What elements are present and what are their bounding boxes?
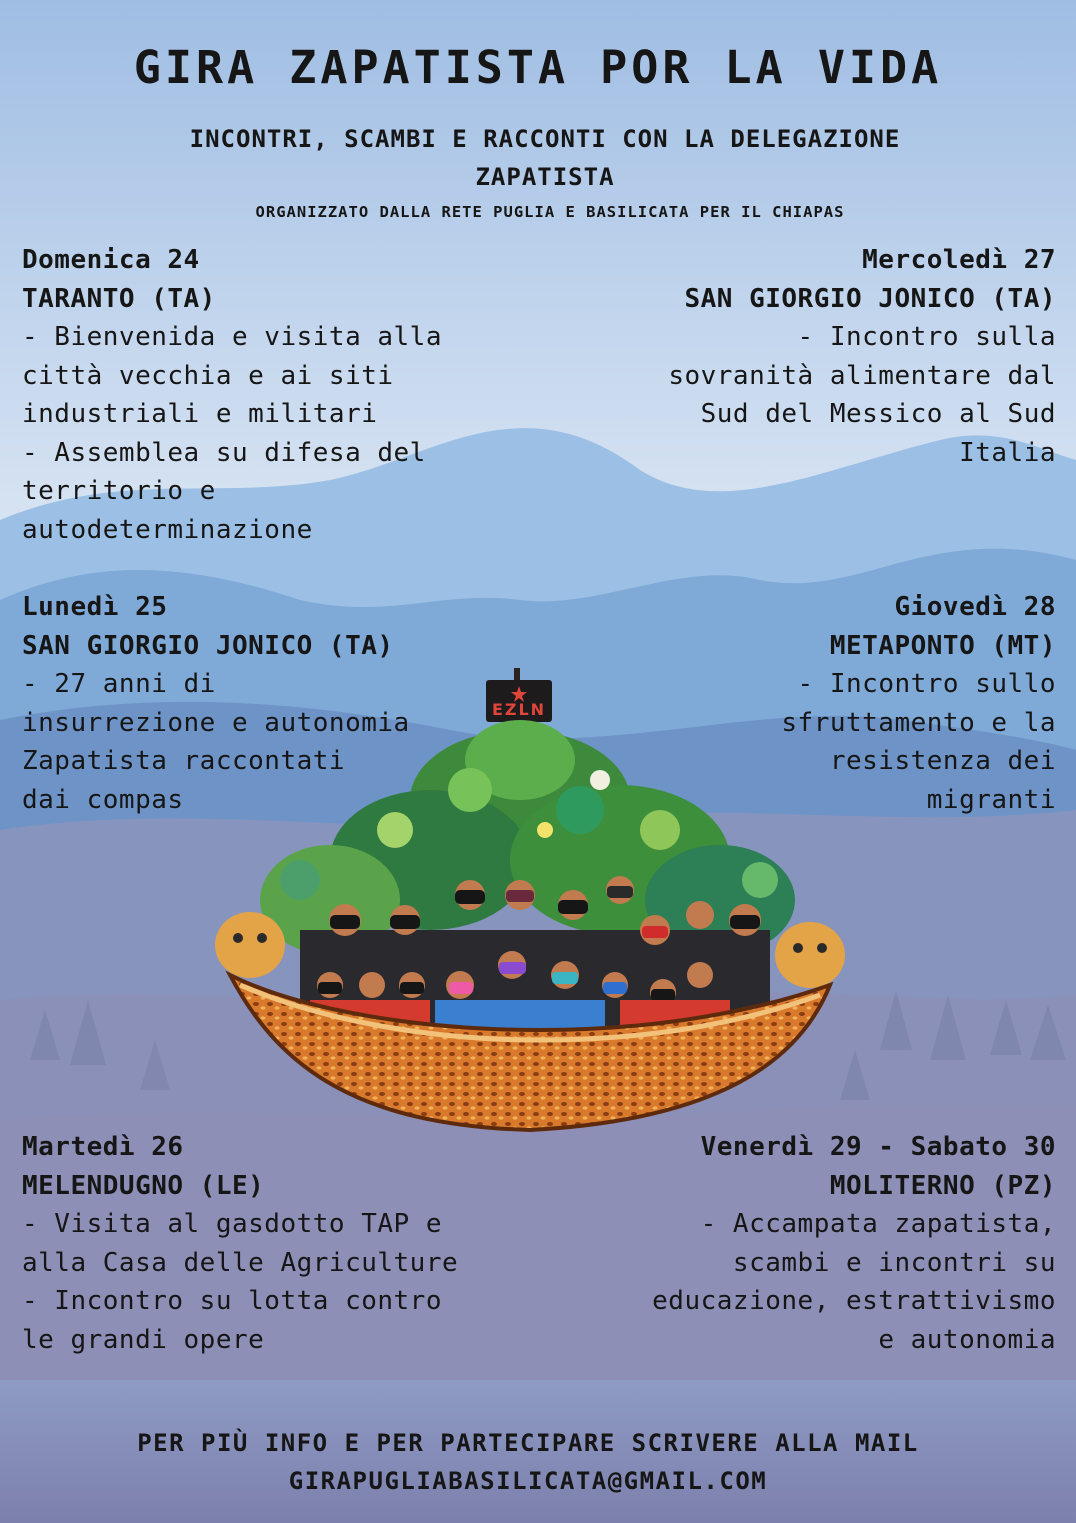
subtitle xyxy=(90,120,1000,196)
event-friday-29-saturday-30 xyxy=(652,1128,1056,1359)
organizer-line: ORGANIZZATO DALLA RETE PUGLIA E BASILICATA PER IL CHIAPAS xyxy=(255,203,845,221)
event-tuesday-26 xyxy=(22,1128,458,1359)
event-place: SAN GIORGIO JONICO (TA) xyxy=(22,630,394,661)
event-line: le grandi opere xyxy=(22,1324,265,1355)
event-line: - Incontro sulla xyxy=(797,322,1056,352)
event-place: TARANTO (TA) xyxy=(22,283,216,314)
subtitle-line-2: ZAPATISTA xyxy=(475,163,615,191)
footer xyxy=(0,1424,1056,1500)
contact-email: GIRAPUGLIABASILICATA@GMAIL.COM xyxy=(288,1467,768,1495)
event-line: - Assemblea su difesa del xyxy=(22,437,426,468)
event-line: autodeterminazione xyxy=(22,514,313,545)
svg-text:EZLN: EZLN xyxy=(491,700,547,719)
event-line: - Incontro sullo xyxy=(797,669,1056,699)
event-line: migranti xyxy=(926,784,1056,815)
event-line: sovranità alimentare dal xyxy=(668,360,1056,391)
event-line: alla Casa delle Agriculture xyxy=(22,1247,459,1278)
event-line: sfruttamento e la xyxy=(781,707,1056,738)
event-day: Venerdì 29 - Sabato 30 xyxy=(700,1132,1056,1162)
event-line: - Bienvenida e visita alla xyxy=(22,322,442,352)
event-day: Giovedì 28 xyxy=(894,592,1056,622)
event-line: città vecchia e ai siti xyxy=(22,360,394,391)
event-line: territorio e xyxy=(22,476,216,506)
event-line: - Accampata zapatista, xyxy=(700,1209,1056,1239)
event-line: industriali e militari xyxy=(22,399,378,429)
event-day: Domenica 24 xyxy=(22,245,200,275)
event-line: insurrezione e autonomia xyxy=(22,707,410,738)
event-line: Zapatista raccontati xyxy=(22,746,346,776)
event-line: Italia xyxy=(959,437,1056,468)
event-line: dai compas xyxy=(22,784,184,815)
event-line: - Visita al gasdotto TAP e xyxy=(22,1209,442,1239)
event-line: educazione, estrattivismo xyxy=(652,1286,1056,1316)
poster-title: GIRA ZAPATISTA POR LA VIDA xyxy=(133,41,943,94)
event-line: - Incontro su lotta contro xyxy=(22,1286,442,1316)
event-wednesday-27 xyxy=(668,241,1056,472)
event-line: resistenza dei xyxy=(829,746,1056,776)
event-day: Lunedì 25 xyxy=(22,592,168,622)
event-place: MELENDUGNO (LE) xyxy=(22,1170,265,1201)
event-monday-25 xyxy=(22,588,410,819)
event-place: METAPONTO (MT) xyxy=(829,630,1056,661)
event-line: scambi e incontri su xyxy=(732,1247,1056,1278)
event-line: e autonomia xyxy=(878,1324,1056,1355)
event-line: Sud del Messico al Sud xyxy=(700,399,1056,429)
event-sunday-24 xyxy=(22,241,442,549)
event-day: Mercoledì 27 xyxy=(862,245,1056,275)
footer-info-line: PER PIÙ INFO E PER PARTECIPARE SCRIVERE ALLA MAIL xyxy=(137,1429,919,1457)
event-line: - 27 anni di xyxy=(22,669,216,699)
event-day: Martedì 26 xyxy=(22,1132,184,1162)
subtitle-line-1: INCONTRI, SCAMBI E RACCONTI CON LA DELEGAZIONE xyxy=(189,125,901,153)
event-place: MOLITERNO (PZ) xyxy=(829,1170,1056,1201)
event-place: SAN GIORGIO JONICO (TA) xyxy=(684,283,1056,314)
event-thursday-28 xyxy=(781,588,1056,819)
